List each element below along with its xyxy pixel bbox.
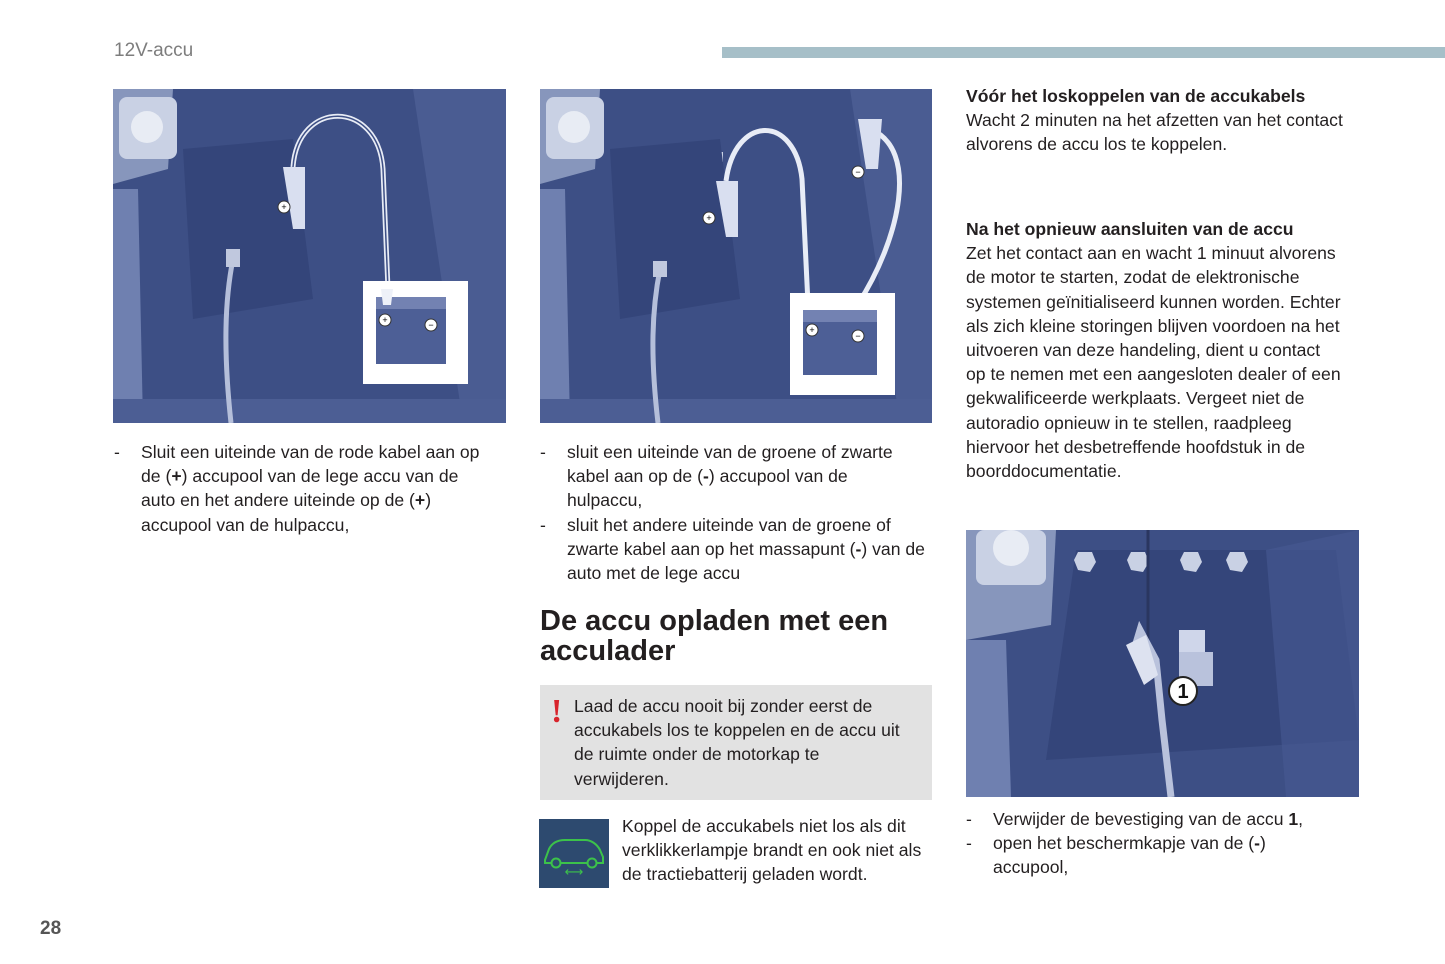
section-heading <box>540 606 932 666</box>
text-run: ) accupool van de hulpaccu, <box>567 466 848 511</box>
plus-marker: + <box>382 315 388 325</box>
figure-connect-red-cable <box>113 89 506 423</box>
note-title: Vóór het loskoppelen van de accukabels <box>966 86 1306 106</box>
section-heading-line: De accu opladen met een <box>540 605 889 637</box>
bullet-dash: - <box>540 442 546 462</box>
plus-marker: + <box>809 325 815 335</box>
text-run: sluit een uiteinde van de groene of zwarte kabel aan op de ( <box>567 442 893 487</box>
page-section-title: 12V-accu <box>114 40 194 61</box>
warning-icon: ! <box>551 693 563 730</box>
text-run: ) accupool van de hulpaccu, <box>141 490 432 535</box>
minus-marker: − <box>428 320 434 330</box>
minus-symbol: - <box>702 466 709 487</box>
text-run: ) van de auto met de lege accu <box>567 538 925 584</box>
callout-reference: 1 <box>1288 809 1299 829</box>
list-item <box>540 513 925 586</box>
callout-1: 1 <box>1177 681 1189 703</box>
page-number: 28 <box>40 918 62 939</box>
list-item <box>966 831 1346 879</box>
header-bar <box>722 47 1445 58</box>
text-run: sluit het andere uiteinde van de groene of zwarte kabel aan op het massapunt ( <box>567 514 891 559</box>
text-run: open het beschermkapje van de ( <box>993 833 1255 854</box>
minus-symbol: - <box>1254 833 1260 854</box>
text-run: accupool, <box>993 857 1069 878</box>
lamp-note-text: Koppel de accukabels niet los als dit verklikkerlampje brandt en ook niet als de tractiebatterij geladen wordt. <box>622 816 922 885</box>
note-title: Na het opnieuw aansluiten van de accu <box>966 219 1294 239</box>
note-after-reconnect <box>966 217 1344 483</box>
bullet-dash: - <box>966 833 972 854</box>
plus-symbol: + <box>171 466 182 487</box>
minus-marker: − <box>855 167 861 177</box>
minus-symbol: - <box>855 538 862 559</box>
warning-text: Laad de accu nooit bij zonder eerst de accukabels los te koppelen en de accu uit de ruimte onder de motorkap te verwijderen. <box>574 696 900 789</box>
warning-box <box>540 685 932 800</box>
plus-symbol: + <box>414 490 426 511</box>
figure-remove-battery-fixing <box>966 530 1359 797</box>
traction-battery-lamp-icon <box>539 819 609 888</box>
list-item <box>966 807 1346 831</box>
plus-marker: + <box>706 213 712 223</box>
note-text: Wacht 2 minuten na het afzetten van het contact alvorens de accu los te koppelen. <box>966 110 1343 155</box>
arrow-icon: ⟷ <box>564 864 584 879</box>
bullet-dash: - <box>540 514 546 535</box>
figure-connect-black-cable <box>540 89 932 423</box>
caption-figure-1 <box>114 440 486 537</box>
caption-figure-2 <box>540 440 925 585</box>
note-before-disconnect <box>966 84 1344 157</box>
list-item <box>540 440 925 513</box>
section-heading-line: acculader <box>540 635 676 667</box>
text-run: , <box>1298 809 1304 829</box>
text-run: Sluit een uiteinde van de rode kabel aan op de ( <box>141 442 480 487</box>
text-run: ) <box>1260 833 1266 854</box>
plus-marker: + <box>281 202 287 212</box>
minus-marker: − <box>855 331 861 341</box>
caption-figure-3 <box>966 807 1346 880</box>
list-item <box>114 440 486 537</box>
note-text: Zet het contact aan en wacht 1 minuut alvorens de motor te starten, zodat de elektronische systemen geïnitialiseerd kunnen worden. Echter als zich kleine storingen blijven voordoen na het uitvoeren van deze handeling, dient u contact op te nemen met een aangesloten dealer of een gekwalificeerde werkplaats. Vergeet niet de autoradio opnieuw in te stellen, raadpleeg hiervoor het desbetreffende hoofdstuk in de boorddocumentatie. <box>966 243 1341 482</box>
text-run: Verwijder de bevestiging van de accu <box>993 809 1289 829</box>
bullet-dash: - <box>114 442 120 462</box>
text-run: ) accupool van de lege accu van de auto en het andere uiteinde op de ( <box>141 466 459 511</box>
bullet-dash: - <box>966 809 972 829</box>
